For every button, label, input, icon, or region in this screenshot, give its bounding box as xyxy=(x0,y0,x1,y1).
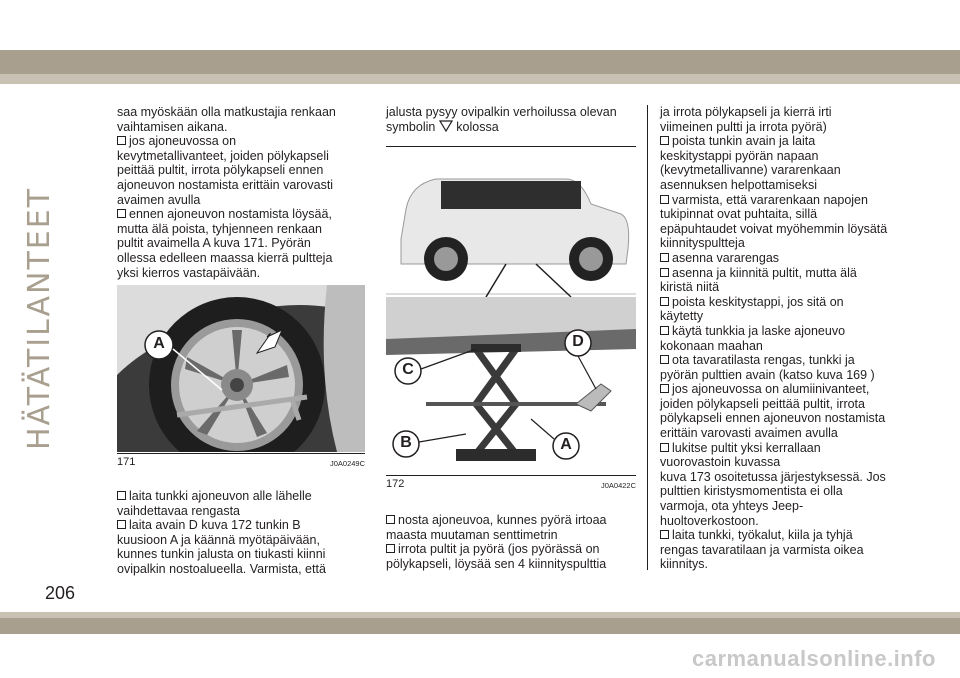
checkbox-bullet-icon xyxy=(117,520,126,529)
column-2-item-0-line-1: maasta muutaman senttimetrin xyxy=(386,527,558,542)
footer-band-dark xyxy=(0,618,960,634)
bullet-text: irrota pultit ja pyörä (jos pyörässä on xyxy=(398,542,600,557)
checkbox-bullet-icon xyxy=(660,195,669,204)
checkbox-bullet-icon xyxy=(386,544,395,553)
column-3-item-5-line-0 xyxy=(660,324,915,339)
column-2-intro xyxy=(386,105,641,134)
column-3-item-7-line-0 xyxy=(660,382,915,397)
column-1 xyxy=(117,105,367,280)
checkbox-bullet-icon xyxy=(660,355,669,364)
column-3-item-0-line-2: (kevytmetallivanne) vararenkaan xyxy=(660,163,841,178)
figure-171-wheel-image xyxy=(117,285,365,452)
figure-172-label-b: B xyxy=(400,434,412,451)
header-band xyxy=(0,0,960,50)
figure-172-top-rule xyxy=(386,146,636,147)
column-3-item-1-line-2: epäpuhtaudet voivat myöhemmin löysätä xyxy=(660,221,888,236)
column-3-intro-line-1: viimeinen pultti ja irrota pyörä) xyxy=(660,119,827,134)
bullet-text: poista tunkin avain ja laita xyxy=(672,134,816,149)
jack-point-symbol-icon xyxy=(439,120,453,132)
column-3-item-6-line-1: pyörän pulttien avain (katso kuva 169 ) xyxy=(660,367,875,382)
bullet-text: laita tunkki, työkalut, kiila ja tyhjä xyxy=(672,528,853,543)
column-3-item-1-line-0 xyxy=(660,193,915,208)
checkbox-bullet-icon xyxy=(660,443,669,452)
column-3-item-0-line-0 xyxy=(660,134,915,149)
bullet-text: laita avain D kuva 172 tunkin B xyxy=(129,518,301,533)
column-3-item-0-line-1: keskitystappi pyörän napaan xyxy=(660,148,819,163)
bullet-text: ennen ajoneuvon nostamista löysää, xyxy=(129,207,332,222)
column-3-item-1-line-1: tukipinnat ovat puhtaita, sillä xyxy=(660,207,818,222)
column-3-item-8-line-1: vuorovastoin kuvassa xyxy=(660,455,781,470)
column-3-divider xyxy=(647,105,648,570)
wheel-illustration xyxy=(117,285,365,452)
column-1-item-0-line-2: peittää pultit, irrota pölykapseli ennen xyxy=(117,163,324,178)
checkbox-bullet-icon xyxy=(660,530,669,539)
column-2-line-2-pre: symbolin xyxy=(386,119,436,134)
bullet-text: nosta ajoneuvoa, kunnes pyörä irtoaa xyxy=(398,513,607,527)
column-3-item-8-line-0 xyxy=(660,441,915,456)
column-1-item-1-line-2: pultit avaimella A kuva 171. Pyörän xyxy=(117,236,311,251)
column-3-item-1-line-3: kiinnityspultteja xyxy=(660,236,745,251)
header-band-dark xyxy=(0,50,960,74)
jack-illustration xyxy=(386,149,636,474)
column-1-item-1-line-1: mutta älä poista, tyhjenneen renkaan xyxy=(117,221,322,236)
figure-172-label-a: A xyxy=(560,436,572,453)
column-3-item-8-line-3: pulttien kiristysmomentista ei olla xyxy=(660,484,843,499)
bullet-text: ota tavaratilasta rengas, tunkki ja xyxy=(672,353,855,368)
column-1-item-0-line-3: ajoneuvon nostamista erittäin varovasti xyxy=(117,177,334,192)
figure-171-ref: J0A0249C xyxy=(329,459,365,468)
column-3-item-3-line-0 xyxy=(660,266,915,281)
checkbox-bullet-icon xyxy=(386,515,395,524)
chapter-title: HÄTÄTILANTEET xyxy=(22,186,57,450)
column-3-item-8-line-5: huoltoverkostoon. xyxy=(660,513,759,528)
column-3-item-7-line-3: erittäin varovasti avaimen avulla xyxy=(660,426,838,441)
column-3-item-5-line-1: kokonaan maahan xyxy=(660,338,763,353)
column-1-item-1-line-4: yksi kierros vastapäivään. xyxy=(117,265,261,280)
checkbox-bullet-icon xyxy=(660,268,669,277)
figure-172-caption xyxy=(386,478,636,490)
checkbox-bullet-icon xyxy=(660,253,669,262)
checkbox-bullet-icon xyxy=(660,136,669,145)
column-3-item-3-line-1: kiristä niitä xyxy=(660,280,720,295)
bullet-text: poista keskitystappi, jos sitä on xyxy=(672,294,844,309)
figure-171-rule xyxy=(117,453,365,454)
column-1-after-item-1-line-3: ovipalkin nostoalueella. Varmista, että xyxy=(117,561,326,576)
column-1-after-item-1-line-0 xyxy=(117,518,367,533)
column-1-item-0-line-4: avaimen avulla xyxy=(117,192,201,207)
watermark: carmanualsonline.info xyxy=(692,646,936,671)
column-1-item-0-line-1: kevytmetallivanteet, joiden pölykapseli xyxy=(117,148,329,163)
bullet-text: asenna vararengas xyxy=(672,250,780,265)
column-2-item-0-line-0 xyxy=(386,513,641,528)
bullet-text: lukitse pultit yksi kerrallaan xyxy=(672,440,821,455)
column-2-after xyxy=(386,513,641,571)
column-3-item-9-line-1: rengas tavaratilaan ja varmista oikea xyxy=(660,542,864,557)
column-3-item-2-line-0 xyxy=(660,251,915,266)
column-3-item-9-line-2: kiinnitys. xyxy=(660,557,708,572)
checkbox-bullet-icon xyxy=(117,136,126,145)
column-3-item-4-line-1: käytetty xyxy=(660,309,704,324)
figure-172-number: 172 xyxy=(386,478,405,490)
column-1-item-0-line-0 xyxy=(117,134,367,149)
checkbox-bullet-icon xyxy=(660,384,669,393)
column-3-item-8-line-2: kuva 173 osoitetussa järjestyksessä. Jos xyxy=(660,469,886,484)
page-number: 206 xyxy=(45,583,76,603)
column-3-item-7-line-2: pölykapseli ennen ajoneuvon nostamista xyxy=(660,411,886,426)
column-3-item-9-line-0 xyxy=(660,528,915,543)
checkbox-bullet-icon xyxy=(660,326,669,335)
figure-172-ref: J0A0422C xyxy=(600,481,636,490)
column-2-item-1-line-0 xyxy=(386,542,641,557)
column-1-after xyxy=(117,489,367,577)
column-1-item-1-line-3: ollessa edelleen maassa kierrä pultteja xyxy=(117,250,333,265)
bullet-text: varmista, että vararenkaan napojen xyxy=(672,192,868,207)
bullet-text: käytä tunkkia ja laske ajoneuvo xyxy=(672,323,846,338)
figure-172-jack-image xyxy=(386,149,636,474)
figure-172-rule xyxy=(386,475,636,476)
header-band-light xyxy=(0,74,960,84)
column-1-after-item-1-line-1: kuusioon A ja käännä myötäpäivään, xyxy=(117,532,320,547)
bullet-text: laita tunkki ajoneuvon alle lähelle xyxy=(129,489,312,503)
column-1-after-item-0-line-1: vaihdettavaa rengasta xyxy=(117,503,241,518)
column-2-item-1-line-1: pölykapseli, löysää sen 4 kiinnityspulttia xyxy=(386,556,607,571)
column-2-line-2-post: kolossa xyxy=(456,119,499,134)
checkbox-bullet-icon xyxy=(117,209,126,218)
column-3-item-7-line-1: joiden pölykapseli peittää pultit, irrota xyxy=(660,396,865,411)
column-3-item-8-line-4: varmoja, ota yhteys Jeep- xyxy=(660,499,804,514)
column-1-after-item-1-line-2: kunnes tunkin jalusta on tiukasti kiinni xyxy=(117,547,326,562)
column-1-intro-line-0: saa myöskään olla matkustajia renkaan xyxy=(117,105,336,119)
column-2-line-2 xyxy=(386,120,641,135)
column-1-item-1-line-0 xyxy=(117,207,367,222)
column-3-intro-line-0: ja irrota pölykapseli ja kierrä irti xyxy=(660,105,832,119)
bullet-text: jos ajoneuvossa on xyxy=(129,134,237,149)
column-1-after-item-0-line-0 xyxy=(117,489,367,504)
column-1-intro-line-1: vaihtamisen aikana. xyxy=(117,119,228,134)
figure-171-label-a: A xyxy=(153,335,165,352)
figure-172-label-d: D xyxy=(572,333,584,350)
bullet-text: jos ajoneuvossa on alumiinivanteet, xyxy=(672,382,870,397)
column-3-item-0-line-3: asennuksen helpottamiseksi xyxy=(660,177,818,192)
checkbox-bullet-icon xyxy=(660,297,669,306)
column-2-line-1: jalusta pysyy ovipalkin verhoilussa olevan xyxy=(386,105,617,119)
bullet-text: asenna ja kiinnitä pultit, mutta älä xyxy=(672,265,857,280)
column-3-item-4-line-0 xyxy=(660,295,915,310)
column-3-item-6-line-0 xyxy=(660,353,915,368)
figure-171-caption xyxy=(117,456,365,468)
column-3 xyxy=(660,105,915,572)
checkbox-bullet-icon xyxy=(117,491,126,500)
figure-172-label-c: C xyxy=(402,361,414,378)
figure-171-number: 171 xyxy=(117,456,136,468)
